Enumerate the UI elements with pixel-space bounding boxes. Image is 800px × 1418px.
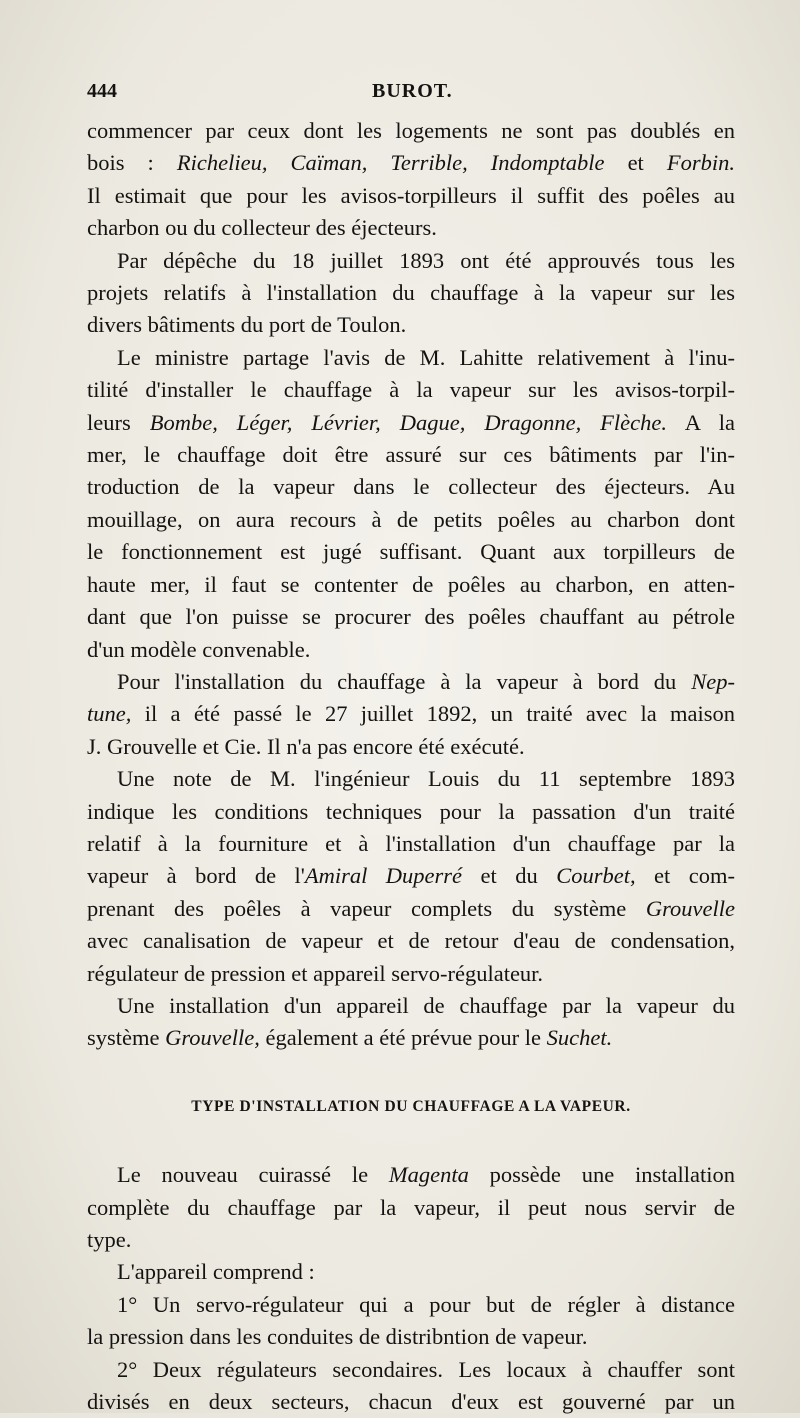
text-run: complète du chauffage par la vapeur, il peut nous servir de xyxy=(87,1194,735,1220)
text-run: il a été passé le 27 juillet 1892, un traité avec la maison xyxy=(131,701,735,727)
text-line xyxy=(87,180,735,212)
paragraph xyxy=(87,666,735,763)
text-line xyxy=(87,731,735,763)
text-line xyxy=(87,536,735,568)
text-run: Pour l'installation du chauffage à la vapeur à bord du xyxy=(117,668,692,694)
text-run: dant que l'on puisse se procurer des poêles chauffant au pétrole xyxy=(87,604,735,630)
text-run: le fonctionnement est jugé suffisant. Quant aux torpilleurs de xyxy=(87,539,735,565)
text-run: et xyxy=(604,150,667,176)
paragraph xyxy=(87,1289,735,1354)
text-line xyxy=(87,147,735,179)
text-run: commencer par ceux dont les logements ne sont pas doublés en xyxy=(87,118,735,143)
running-header xyxy=(87,80,730,106)
text-line xyxy=(87,1256,735,1288)
text-line xyxy=(87,925,735,957)
text-run: type. xyxy=(87,1227,132,1252)
body-text xyxy=(87,115,735,1418)
italic-run: Bombe, Léger, Lévrier, Dague, Dragonne, Flèche. xyxy=(149,409,668,435)
paragraph xyxy=(87,342,735,666)
text-run: Une note de M. l'ingénieur Louis du 11 septembre 1893 xyxy=(117,766,735,792)
italic-run: Grouvelle xyxy=(645,895,735,921)
text-run: haute mer, il faut se contenter de poêles au charbon, en atten- xyxy=(87,571,735,597)
text-run: et du xyxy=(462,863,557,889)
text-run: possède une installation xyxy=(468,1162,735,1188)
text-line xyxy=(87,309,735,341)
text-line xyxy=(87,698,735,730)
text-line xyxy=(87,1289,735,1321)
text-line xyxy=(87,1224,735,1256)
text-line xyxy=(87,342,735,374)
paragraph xyxy=(87,763,735,990)
text-run: 2° Deux régulateurs secondaires. Les locaux à chauffer sont xyxy=(117,1356,735,1382)
italic-run: Forbin. xyxy=(666,150,735,176)
text-line xyxy=(87,601,735,633)
paragraph xyxy=(87,990,735,1055)
text-run: avec canalisation de vapeur et de retour d'eau de condensation, xyxy=(87,928,735,954)
text-run: divisés en deux secteurs, chacun d'eux est gouverné par un xyxy=(87,1389,735,1415)
italic-run: Suchet. xyxy=(546,1025,613,1051)
text-run: et com- xyxy=(635,863,735,889)
italic-run: Nep- xyxy=(691,668,735,694)
text-run: d'un modèle convenable. xyxy=(87,636,311,662)
italic-run: Richelieu, Caïman, Terrible, Indomptable xyxy=(176,150,605,176)
paragraph xyxy=(87,115,735,245)
text-run: Il estimait que pour les avisos-torpilleurs il suffit des poêles au xyxy=(87,182,735,208)
text-line xyxy=(87,471,735,503)
text-line xyxy=(87,1354,735,1386)
text-line xyxy=(87,374,735,406)
text-line xyxy=(87,828,735,860)
text-line xyxy=(87,504,735,536)
text-line xyxy=(87,1192,735,1224)
text-run: Une installation d'un appareil de chauffage par la vapeur du xyxy=(117,992,735,1018)
text-line xyxy=(87,893,735,925)
text-run: J. Grouvelle et Cie. Il n'a pas encore été exécuté. xyxy=(87,733,525,759)
text-line xyxy=(87,796,735,828)
text-line xyxy=(87,1321,735,1353)
text-run: A la xyxy=(667,409,735,435)
page-number: 444 xyxy=(87,80,117,102)
text-run: système xyxy=(87,1025,166,1051)
text-line xyxy=(87,407,735,439)
text-run: relatif à la fourniture et à l'installation d'un chauffage par la xyxy=(87,830,735,856)
text-line xyxy=(87,212,735,244)
running-title: BUROT. xyxy=(372,80,453,102)
text-run: tilité d'installer le chauffage à la vapeur sur les avisos-torpil- xyxy=(87,377,735,403)
text-line xyxy=(87,1159,735,1191)
italic-run: tune, xyxy=(87,701,132,727)
text-run: Par dépêche du 18 juillet 1893 ont été approuvés tous les xyxy=(117,247,735,273)
text-line xyxy=(87,1022,735,1054)
italic-run: Courbet, xyxy=(556,863,636,889)
text-run: Le ministre partage l'avis de M. Lahitte relativement à l'inu- xyxy=(117,344,735,370)
text-run: vapeur à bord de l' xyxy=(87,863,305,889)
text-line xyxy=(87,990,735,1022)
text-line xyxy=(87,569,735,601)
text-line xyxy=(87,666,735,698)
text-run: charbon ou du collecteur des éjecteurs. xyxy=(87,215,437,241)
italic-run: Magenta xyxy=(388,1162,469,1188)
italic-run: Amiral Duperré xyxy=(304,863,463,889)
text-line xyxy=(87,115,735,147)
text-run: mer, le chauffage doit être assuré sur ces bâtiments par l'in- xyxy=(87,442,735,468)
text-run: régulateur de pression et appareil servo-régulateur. xyxy=(87,960,544,986)
text-line xyxy=(87,277,735,309)
section-heading: TYPE D'INSTALLATION DU CHAUFFAGE A LA VAPEUR. xyxy=(191,1097,631,1115)
text-line xyxy=(87,439,735,471)
text-line xyxy=(87,634,735,666)
text-run: projets relatifs à l'installation du chauffage à la vapeur sur les xyxy=(87,280,735,306)
text-run: 1° Un servo-régulateur qui a pour but de régler à distance xyxy=(117,1291,735,1317)
text-run: Le nouveau cuirassé le xyxy=(117,1162,389,1188)
text-line xyxy=(87,958,735,990)
text-run: mouillage, on aura recours à de petits poêles au charbon dont xyxy=(87,506,735,532)
text-line xyxy=(87,763,735,795)
paragraph xyxy=(87,245,735,342)
text-run: également a été prévue pour le xyxy=(259,1025,547,1051)
paragraph xyxy=(87,1354,735,1418)
text-line xyxy=(87,860,735,892)
text-run: indique les conditions techniques pour la passation d'un traité xyxy=(87,798,735,824)
text-run: prenant des poêles à vapeur complets du système xyxy=(87,895,646,921)
text-run: divers bâtiments du port de Toulon. xyxy=(87,312,407,338)
text-line xyxy=(87,245,735,277)
text-line xyxy=(87,1386,735,1418)
text-run: troduction de la vapeur dans le collecteur des éjecteurs. Au xyxy=(87,474,735,500)
text-run: leurs xyxy=(87,409,150,435)
italic-run: Grouvelle, xyxy=(165,1025,260,1051)
text-run: la pression dans les conduites de distribntion de vapeur. xyxy=(87,1324,588,1350)
text-run: L'appareil comprend : xyxy=(117,1259,315,1285)
paragraph xyxy=(87,1256,735,1288)
text-run: bois : xyxy=(87,150,177,176)
paragraph xyxy=(87,1159,735,1256)
